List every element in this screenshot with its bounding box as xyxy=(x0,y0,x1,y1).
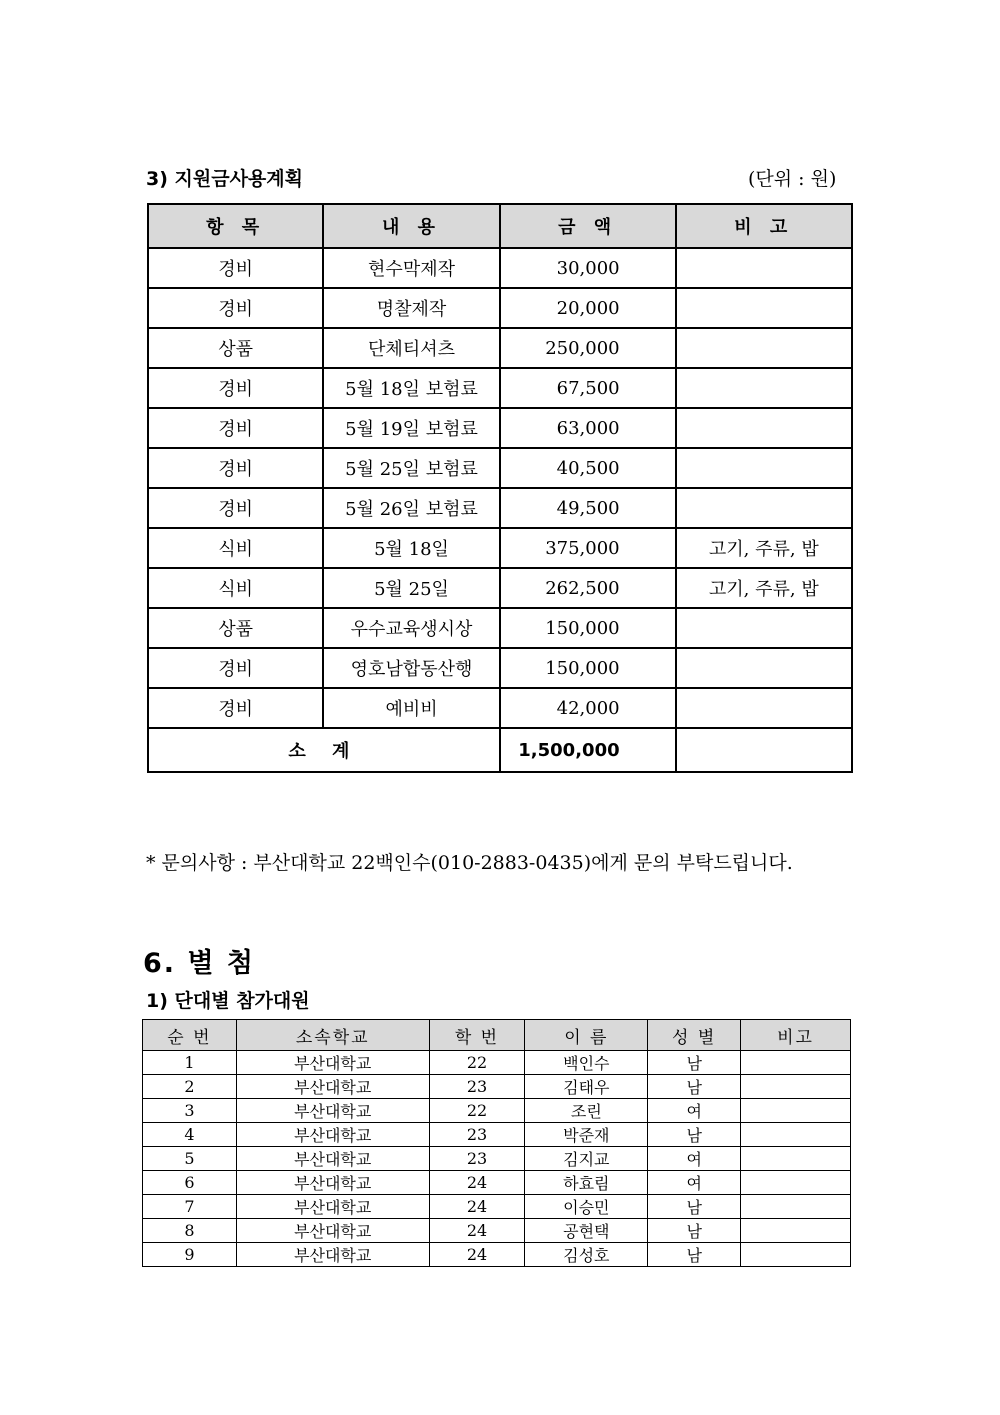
budget-row xyxy=(148,408,852,448)
member-row-gender: 여 xyxy=(648,1099,741,1123)
member-row-school: 부산대학교 xyxy=(236,1099,429,1123)
member-row-id: 23 xyxy=(429,1075,525,1099)
member-row-gender: 남 xyxy=(648,1219,741,1243)
member-row xyxy=(143,1123,851,1147)
member-row-no: 7 xyxy=(143,1195,237,1219)
member-row-no: 5 xyxy=(143,1147,237,1171)
budget-total-amount: 1,500,000 xyxy=(500,728,676,772)
members-header-name: 이 름 xyxy=(525,1020,648,1051)
member-row-name: 이승민 xyxy=(525,1195,648,1219)
budget-row-content: 5월 18일 보험료 xyxy=(323,368,499,408)
budget-row-content: 명찰제작 xyxy=(323,288,499,328)
member-row-school: 부산대학교 xyxy=(236,1123,429,1147)
member-row-note xyxy=(741,1243,851,1267)
budget-row-item: 경비 xyxy=(148,248,323,288)
budget-row-note xyxy=(676,248,852,288)
member-row-gender: 남 xyxy=(648,1051,741,1075)
budget-body xyxy=(148,248,852,728)
member-row-gender: 남 xyxy=(648,1123,741,1147)
budget-row-amount: 30,000 xyxy=(500,248,676,288)
budget-row-item: 경비 xyxy=(148,288,323,328)
member-row xyxy=(143,1075,851,1099)
member-row-no: 8 xyxy=(143,1219,237,1243)
budget-row xyxy=(148,568,852,608)
member-row-school: 부산대학교 xyxy=(236,1219,429,1243)
member-row-name: 김지교 xyxy=(525,1147,648,1171)
member-row-school: 부산대학교 xyxy=(236,1051,429,1075)
budget-heading: 3) 지원금사용계획 xyxy=(146,168,303,190)
member-row-name: 김태우 xyxy=(525,1075,648,1099)
member-row-name: 백인수 xyxy=(525,1051,648,1075)
member-row xyxy=(143,1219,851,1243)
budget-row-amount: 375,000 xyxy=(500,528,676,568)
budget-row-amount: 42,000 xyxy=(500,688,676,728)
budget-row-item: 경비 xyxy=(148,448,323,488)
budget-row-item: 경비 xyxy=(148,368,323,408)
member-row-id: 24 xyxy=(429,1219,525,1243)
member-row xyxy=(143,1147,851,1171)
budget-row xyxy=(148,648,852,688)
member-row-school: 부산대학교 xyxy=(236,1075,429,1099)
inquiry-note: * 문의사항 : 부산대학교 22백인수(010-2883-0435)에게 문의 부탁드립니다. xyxy=(146,852,793,874)
member-row-name: 조린 xyxy=(525,1099,648,1123)
member-row xyxy=(143,1243,851,1267)
budget-row-note xyxy=(676,688,852,728)
members-header-row xyxy=(143,1020,851,1051)
budget-row-content: 현수막제작 xyxy=(323,248,499,288)
budget-row-amount: 40,500 xyxy=(500,448,676,488)
member-row-no: 6 xyxy=(143,1171,237,1195)
budget-row xyxy=(148,528,852,568)
member-row xyxy=(143,1195,851,1219)
members-heading: 1) 단대별 참가대원 xyxy=(146,990,310,1012)
member-row-id: 23 xyxy=(429,1147,525,1171)
budget-row-content: 단체티셔츠 xyxy=(323,328,499,368)
budget-total-label: 소 계 xyxy=(148,728,500,772)
budget-row xyxy=(148,688,852,728)
member-row-gender: 여 xyxy=(648,1171,741,1195)
member-row-no: 4 xyxy=(143,1123,237,1147)
unit-label: (단위 : 원) xyxy=(748,168,837,190)
member-row-name: 김성호 xyxy=(525,1243,648,1267)
budget-row xyxy=(148,248,852,288)
budget-row-note xyxy=(676,328,852,368)
member-row-id: 24 xyxy=(429,1171,525,1195)
member-row-id: 22 xyxy=(429,1099,525,1123)
member-row-id: 22 xyxy=(429,1051,525,1075)
member-row xyxy=(143,1099,851,1123)
member-row-school: 부산대학교 xyxy=(236,1195,429,1219)
budget-row-content: 5월 25일 xyxy=(323,568,499,608)
budget-row-amount: 49,500 xyxy=(500,488,676,528)
budget-header-note: 비 고 xyxy=(676,204,852,248)
budget-table xyxy=(147,203,853,773)
budget-row-note xyxy=(676,368,852,408)
member-row-note xyxy=(741,1195,851,1219)
member-row-gender: 남 xyxy=(648,1243,741,1267)
member-row xyxy=(143,1051,851,1075)
section-title: 6. 별 첨 xyxy=(143,948,256,979)
member-row-note xyxy=(741,1099,851,1123)
budget-row-content: 영호남합동산행 xyxy=(323,648,499,688)
budget-header-row xyxy=(148,204,852,248)
budget-row-note xyxy=(676,448,852,488)
member-row-name: 박준재 xyxy=(525,1123,648,1147)
member-row-name: 공현택 xyxy=(525,1219,648,1243)
budget-row xyxy=(148,448,852,488)
budget-row-amount: 20,000 xyxy=(500,288,676,328)
member-row-no: 1 xyxy=(143,1051,237,1075)
members-header-gender: 성 별 xyxy=(648,1020,741,1051)
budget-row-note xyxy=(676,608,852,648)
member-row-school: 부산대학교 xyxy=(236,1171,429,1195)
budget-row xyxy=(148,488,852,528)
member-row-gender: 남 xyxy=(648,1195,741,1219)
budget-row xyxy=(148,608,852,648)
budget-row-content: 예비비 xyxy=(323,688,499,728)
budget-row-amount: 150,000 xyxy=(500,608,676,648)
members-table xyxy=(142,1019,851,1267)
budget-row xyxy=(148,368,852,408)
member-row-note xyxy=(741,1123,851,1147)
member-row-id: 24 xyxy=(429,1195,525,1219)
member-row-note xyxy=(741,1171,851,1195)
budget-row-amount: 150,000 xyxy=(500,648,676,688)
member-row-no: 9 xyxy=(143,1243,237,1267)
budget-row xyxy=(148,328,852,368)
budget-row-note xyxy=(676,408,852,448)
member-row-note xyxy=(741,1051,851,1075)
members-header-school: 소속학교 xyxy=(236,1020,429,1051)
budget-row-item: 상품 xyxy=(148,328,323,368)
budget-row-amount: 250,000 xyxy=(500,328,676,368)
budget-row-note xyxy=(676,648,852,688)
budget-row-amount: 262,500 xyxy=(500,568,676,608)
member-row-gender: 여 xyxy=(648,1147,741,1171)
budget-row-note xyxy=(676,288,852,328)
budget-row-item: 경비 xyxy=(148,408,323,448)
budget-row-item: 경비 xyxy=(148,688,323,728)
budget-total-note xyxy=(676,728,852,772)
member-row xyxy=(143,1171,851,1195)
budget-total-row xyxy=(148,728,852,772)
budget-row-content: 5월 18일 xyxy=(323,528,499,568)
member-row-gender: 남 xyxy=(648,1075,741,1099)
budget-header-item: 항 목 xyxy=(148,204,323,248)
budget-row-item: 식비 xyxy=(148,528,323,568)
members-header-no: 순 번 xyxy=(143,1020,237,1051)
budget-row-item: 경비 xyxy=(148,648,323,688)
members-header-id: 학 번 xyxy=(429,1020,525,1051)
budget-row-item: 식비 xyxy=(148,568,323,608)
member-row-school: 부산대학교 xyxy=(236,1243,429,1267)
budget-row-note: 고기, 주류, 밥 xyxy=(676,528,852,568)
member-row-school: 부산대학교 xyxy=(236,1147,429,1171)
budget-row-content: 우수교육생시상 xyxy=(323,608,499,648)
budget-row-item: 경비 xyxy=(148,488,323,528)
budget-row-item: 상품 xyxy=(148,608,323,648)
members-header-note: 비고 xyxy=(741,1020,851,1051)
member-row-note xyxy=(741,1075,851,1099)
member-row-no: 3 xyxy=(143,1099,237,1123)
budget-row-amount: 63,000 xyxy=(500,408,676,448)
budget-row-amount: 67,500 xyxy=(500,368,676,408)
member-row-note xyxy=(741,1147,851,1171)
budget-row-content: 5월 26일 보험료 xyxy=(323,488,499,528)
budget-row-content: 5월 25일 보험료 xyxy=(323,448,499,488)
budget-header-amount: 금 액 xyxy=(500,204,676,248)
member-row-note xyxy=(741,1219,851,1243)
budget-row-content: 5월 19일 보험료 xyxy=(323,408,499,448)
members-body xyxy=(143,1051,851,1267)
budget-row-note: 고기, 주류, 밥 xyxy=(676,568,852,608)
member-row-no: 2 xyxy=(143,1075,237,1099)
member-row-id: 24 xyxy=(429,1243,525,1267)
member-row-id: 23 xyxy=(429,1123,525,1147)
budget-row-note xyxy=(676,488,852,528)
budget-header-content: 내 용 xyxy=(323,204,499,248)
budget-row xyxy=(148,288,852,328)
member-row-name: 하효림 xyxy=(525,1171,648,1195)
